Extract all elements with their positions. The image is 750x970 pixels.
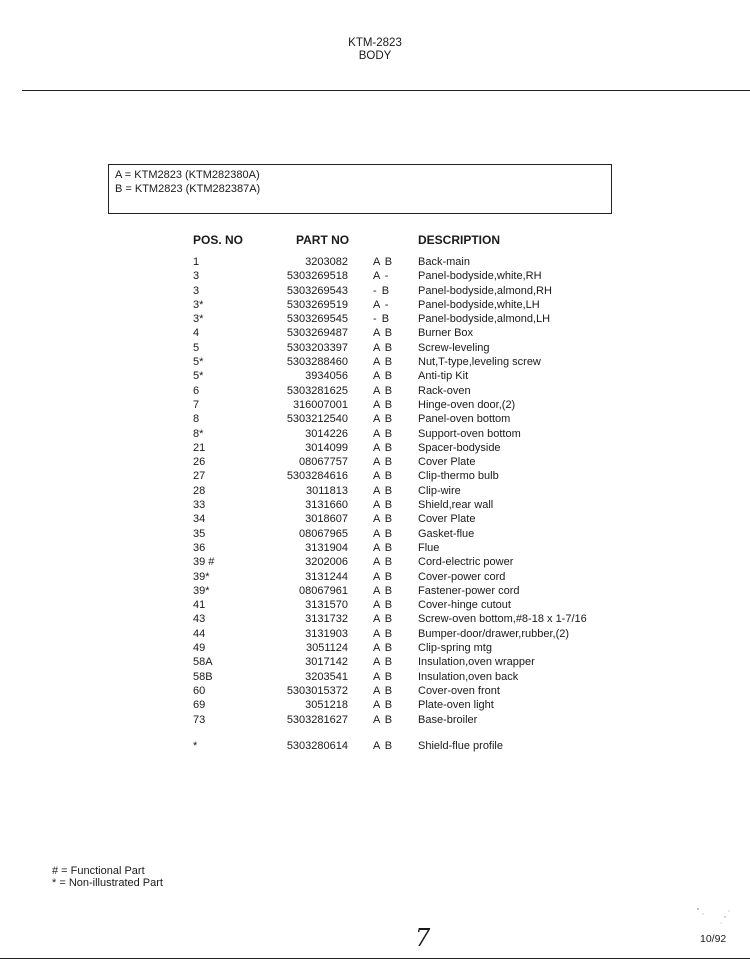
table-row <box>0 455 750 469</box>
part-no: 5303269518 <box>286 270 348 283</box>
table-row <box>0 312 750 326</box>
pos-no: * <box>193 740 198 752</box>
part-description: Clip-spring mtg <box>418 642 492 655</box>
part-no: 5303212540 <box>286 413 348 426</box>
section-title: BODY <box>358 50 392 62</box>
part-no: 3051218 <box>305 699 348 712</box>
table-row <box>0 369 750 383</box>
part-description: Hinge-oven door,(2) <box>418 398 516 411</box>
model-applicability: A - <box>373 298 390 311</box>
part-no: 3203082 <box>305 256 348 268</box>
legend-non-illustrated: * = Non-illustrated Part <box>52 876 163 889</box>
pos-no: 8 <box>193 413 200 426</box>
pos-no: 3 <box>193 270 200 283</box>
part-description: Panel-bodyside,white,LH <box>418 298 540 311</box>
part-no: 3131660 <box>305 499 348 512</box>
model-applicability: A B <box>373 527 394 540</box>
pos-no: 58B <box>193 670 213 683</box>
pos-no: 33 <box>193 499 206 512</box>
column-header-description: DESCRIPTION <box>418 233 501 247</box>
table-row <box>0 541 750 555</box>
part-description: Flue <box>418 541 440 554</box>
model-applicability: A B <box>373 713 394 726</box>
part-no: 3131244 <box>305 570 348 583</box>
pos-no: 28 <box>193 484 206 497</box>
part-no: 08067757 <box>299 456 348 469</box>
part-description: Panel-bodyside,white,RH <box>418 270 542 283</box>
model-applicability: A B <box>373 398 394 411</box>
model-applicability: A B <box>373 541 394 554</box>
pos-no: 49 <box>193 642 206 655</box>
table-row <box>0 469 750 483</box>
table-row <box>0 427 750 441</box>
table-row <box>0 284 750 298</box>
part-description: Cover-oven front <box>418 684 500 697</box>
pos-no: 36 <box>193 541 206 554</box>
model-applicability: A B <box>373 513 394 526</box>
part-description: Panel-bodyside,almond,RH <box>418 284 552 297</box>
column-header-part: PART NO <box>296 233 350 247</box>
part-description: Burner Box <box>418 327 474 340</box>
part-no: 3202006 <box>305 556 348 569</box>
part-description: Anti-tip Kit <box>418 370 469 383</box>
part-description: Spacer-bodyside <box>418 441 501 454</box>
model-applicability: A B <box>373 584 394 597</box>
pos-no: 26 <box>193 456 206 469</box>
pos-no: 41 <box>193 599 206 612</box>
model-applicability: A B <box>373 370 394 383</box>
part-description: Panel-bodyside,almond,LH <box>418 313 551 326</box>
pos-no: 6 <box>193 384 200 397</box>
model-applicability: A B <box>373 427 394 440</box>
part-description: Shield,rear wall <box>418 499 494 512</box>
part-description: Panel-oven bottom <box>418 413 511 426</box>
model-applicability: - B <box>373 313 391 326</box>
legend-functional: # = Functional Part <box>52 865 145 877</box>
part-no: 5303269545 <box>286 313 348 326</box>
part-no: 5303269487 <box>286 327 348 340</box>
model-applicability: A B <box>373 613 394 626</box>
part-description: Cover-power cord <box>418 570 506 583</box>
model-applicability: A B <box>373 627 394 640</box>
parts-list <box>0 255 750 727</box>
part-description: Cord-electric power <box>418 556 514 569</box>
table-row <box>0 355 750 369</box>
table-row <box>0 698 750 712</box>
table-row <box>0 739 750 753</box>
column-header-pos: POS. NO <box>193 233 244 247</box>
model-applicability: A B <box>373 256 394 268</box>
part-no: 5303280614 <box>286 740 348 752</box>
table-row <box>0 512 750 526</box>
table-row <box>0 498 750 512</box>
table-row <box>0 684 750 698</box>
part-no: 5303284616 <box>286 470 348 483</box>
pos-no: 73 <box>193 713 206 726</box>
pos-no: 44 <box>193 627 206 640</box>
part-description: Insulation,oven back <box>418 670 519 683</box>
model-a-line: A = KTM2823 (KTM282380A) <box>115 169 260 181</box>
pos-no: 21 <box>193 441 206 454</box>
table-row <box>0 484 750 498</box>
model-applicability: A B <box>373 556 394 569</box>
pos-no: 3* <box>193 298 204 311</box>
part-no: 3014226 <box>305 427 348 440</box>
table-row <box>0 627 750 641</box>
pos-no: 3* <box>193 313 204 326</box>
table-row <box>0 598 750 612</box>
table-row <box>0 255 750 269</box>
pos-no: 5* <box>193 356 204 369</box>
pos-no: 60 <box>193 684 206 697</box>
model-applicability: A B <box>373 441 394 454</box>
pos-no: 7 <box>193 398 200 411</box>
model-applicability: A - <box>373 270 390 283</box>
model-applicability: - B <box>373 284 391 297</box>
pos-no: 39* <box>193 570 210 583</box>
table-row <box>0 670 750 684</box>
table-row <box>0 713 750 727</box>
model-applicability: A B <box>373 470 394 483</box>
symbol-legend <box>52 866 163 889</box>
part-no: 3934056 <box>305 370 348 383</box>
pos-no: 35 <box>193 527 206 540</box>
pos-no: 39* <box>193 584 210 597</box>
pos-no: 8* <box>193 427 204 440</box>
model-applicability: A B <box>373 484 394 497</box>
model-applicability: A B <box>373 413 394 426</box>
table-row <box>0 570 750 584</box>
pos-no: 5* <box>193 370 204 383</box>
pos-no: 3 <box>193 284 200 297</box>
pos-no: 27 <box>193 470 206 483</box>
pos-no: 34 <box>193 513 206 526</box>
table-row <box>0 298 750 312</box>
table-row <box>0 655 750 669</box>
part-description: Gasket-flue <box>418 527 475 540</box>
model-applicability: A B <box>373 327 394 340</box>
part-description: Fastener-power cord <box>418 584 520 597</box>
part-description: Clip-thermo bulb <box>418 470 499 483</box>
table-row <box>0 398 750 412</box>
part-description: Plate-oven light <box>418 699 494 712</box>
model-applicability: A B <box>373 670 394 683</box>
pos-no: 5 <box>193 341 200 354</box>
part-no: 5303281625 <box>286 384 348 397</box>
model-applicability: A B <box>373 570 394 583</box>
pos-no: 1 <box>193 256 200 268</box>
part-description: Insulation,oven wrapper <box>418 656 535 669</box>
table-row <box>0 612 750 626</box>
table-row <box>0 555 750 569</box>
part-no: 3203541 <box>305 670 348 683</box>
part-no: 5303281627 <box>286 713 348 726</box>
part-description: Cover Plate <box>418 513 476 526</box>
page-number: 7 <box>415 924 431 952</box>
part-no: 3017142 <box>305 656 348 669</box>
part-no: 3131904 <box>305 541 348 554</box>
part-no: 3131732 <box>305 613 348 626</box>
part-description: Screw-oven bottom,#8-18 x 1-7/16 <box>418 613 587 626</box>
table-row <box>0 412 750 426</box>
part-no: 08067961 <box>299 584 348 597</box>
model-applicability: A B <box>373 684 394 697</box>
model-applicability: A B <box>373 356 394 369</box>
part-no: 5303269543 <box>286 284 348 297</box>
part-description: Support-oven bottom <box>418 427 521 440</box>
part-no: 5303203397 <box>286 341 348 354</box>
part-description: Clip-wire <box>418 484 461 497</box>
table-row <box>0 341 750 355</box>
part-no: 5303288460 <box>286 356 348 369</box>
part-description: Cover Plate <box>418 456 476 469</box>
model-applicability: A B <box>373 599 394 612</box>
model-title: KTM-2823 <box>348 37 402 49</box>
model-applicability: A B <box>373 642 394 655</box>
part-description: Base-broiler <box>418 713 478 726</box>
model-applicability: A B <box>373 341 394 354</box>
pos-no: 58A <box>193 656 213 669</box>
part-description: Rack-oven <box>418 384 471 397</box>
table-row <box>0 441 750 455</box>
bottom-divider <box>0 958 750 959</box>
part-no: 08067965 <box>299 527 348 540</box>
table-row <box>0 384 750 398</box>
part-no: 3131903 <box>305 627 348 640</box>
model-applicability: A B <box>373 740 394 752</box>
model-applicability: A B <box>373 384 394 397</box>
pos-no: 69 <box>193 699 206 712</box>
extra-parts-list <box>0 739 750 753</box>
top-divider <box>22 90 750 91</box>
part-no: 3014099 <box>305 441 348 454</box>
table-row <box>0 527 750 541</box>
pos-no: 39 # <box>193 556 215 569</box>
model-applicability: A B <box>373 656 394 669</box>
pos-no: 4 <box>193 327 200 340</box>
pos-no: 43 <box>193 613 206 626</box>
model-applicability: A B <box>373 499 394 512</box>
scan-specks <box>695 905 740 930</box>
part-no: 3011813 <box>305 484 348 497</box>
revision-date: 10/92 <box>700 933 727 945</box>
model-b-line: B = KTM2823 (KTM282387A) <box>115 182 261 195</box>
part-no: 3131570 <box>305 599 348 612</box>
part-description: Bumper-door/drawer,rubber,(2) <box>418 627 570 640</box>
part-description: Screw-leveling <box>418 341 490 354</box>
part-description: Back-main <box>418 256 470 268</box>
part-no: 316007001 <box>292 398 348 411</box>
part-description: Cover-hinge cutout <box>418 599 511 612</box>
part-no: 5303015372 <box>286 684 348 697</box>
table-row <box>0 641 750 655</box>
part-no: 3051124 <box>305 642 348 655</box>
part-description: Nut,T-type,leveling screw <box>418 356 541 369</box>
part-no: 5303269519 <box>286 298 348 311</box>
model-legend-box <box>108 164 612 214</box>
part-no: 3018607 <box>305 513 348 526</box>
model-applicability: A B <box>373 699 394 712</box>
part-description: Shield-flue profile <box>418 740 503 752</box>
table-row <box>0 584 750 598</box>
model-applicability: A B <box>373 456 394 469</box>
table-row <box>0 269 750 283</box>
table-row <box>0 326 750 340</box>
